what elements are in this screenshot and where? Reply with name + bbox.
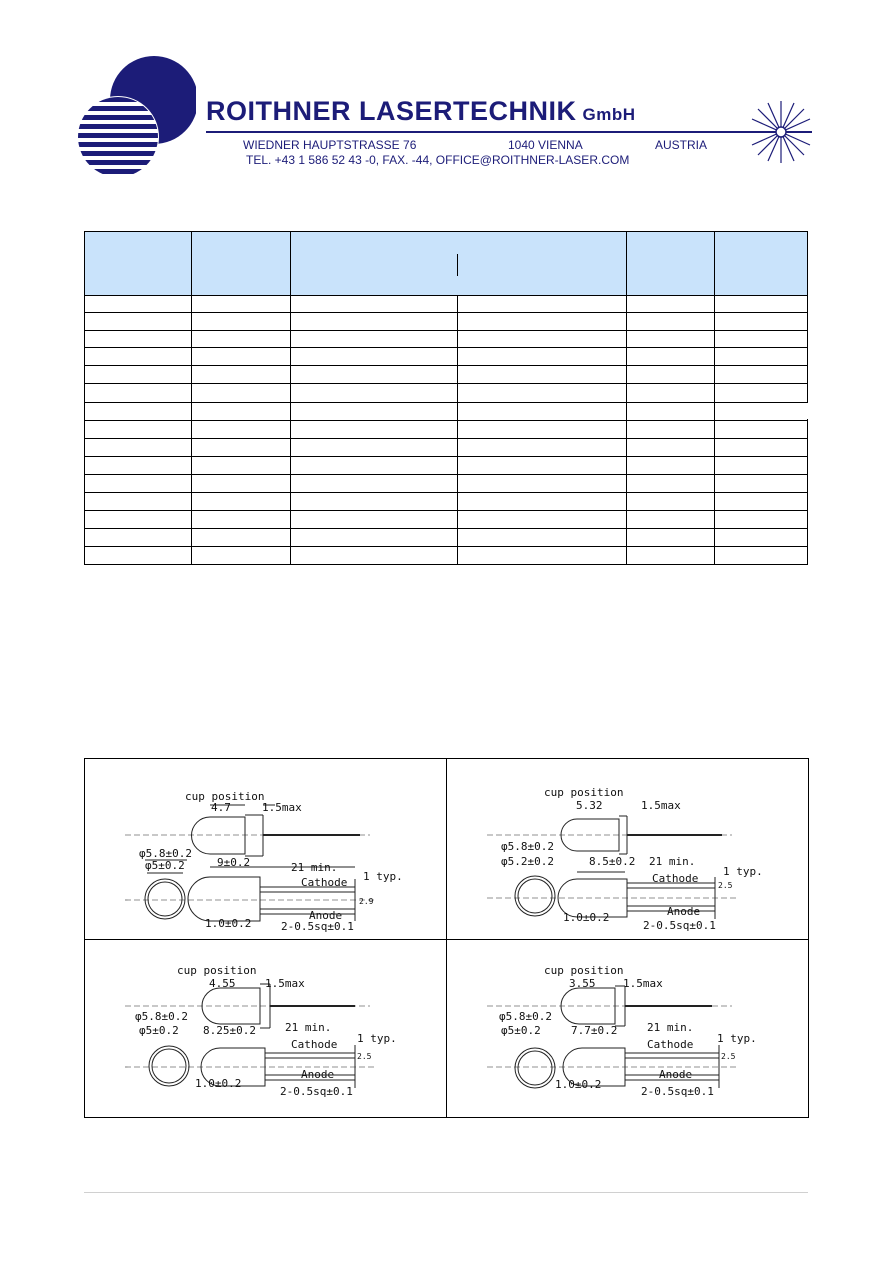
cup-position-label: cup position: [185, 790, 265, 803]
lead-pitch: 1.0±0.2: [555, 1078, 602, 1091]
cup-position-value: 4.55: [209, 977, 236, 990]
body-length: 8.25±0.2: [203, 1024, 256, 1037]
outer-diameter: φ5.8±0.2: [135, 1010, 188, 1023]
typ-dimension: 1 typ.: [723, 865, 763, 878]
merged-cell: [291, 403, 625, 419]
lead-length: 21 min.: [647, 1021, 694, 1034]
cup-position-label: cup position: [544, 964, 624, 977]
table-row: [85, 474, 807, 475]
cup-position-label: cup position: [544, 786, 624, 799]
table-row: [85, 330, 807, 331]
cathode-label: Cathode: [652, 872, 699, 885]
table-row: [85, 528, 807, 529]
inner-diameter: φ5.2±0.2: [501, 855, 554, 868]
body-length: 7.7±0.2: [571, 1024, 618, 1037]
lead-spacing: 2.5: [357, 1052, 372, 1061]
lead-pitch: 1.0±0.2: [205, 917, 252, 930]
lead-spacing: 2.5: [721, 1052, 736, 1061]
inner-diameter: φ5±0.2: [145, 859, 185, 872]
cup-position-value: 3.55: [569, 977, 596, 990]
typ-dimension: 1 typ.: [363, 870, 403, 883]
lead-size: 2-0.5sq±0.1: [280, 1085, 353, 1098]
flange-dimension: 1.5max: [623, 977, 663, 990]
anode-label: Anode: [667, 905, 701, 918]
cup-position-value: 4.7: [211, 801, 231, 814]
company-suffix: GmbH: [582, 105, 636, 124]
column-separator: [626, 232, 627, 564]
table-row: [85, 546, 807, 547]
lead-length: 21 min.: [285, 1021, 332, 1034]
typ-dimension: 1 typ.: [717, 1032, 757, 1045]
table-header: [85, 232, 807, 295]
inner-diameter: φ5±0.2: [501, 1024, 541, 1037]
cup-position-value: 5.32: [576, 799, 603, 812]
flange-dimension: 1.5max: [262, 801, 302, 814]
footer-rule: [84, 1192, 808, 1193]
cathode-label: Cathode: [301, 876, 348, 889]
anode-label: Anode: [301, 1068, 335, 1081]
table-row: [85, 383, 807, 384]
lead-size: 2-0.5sq±0.1: [643, 919, 716, 932]
table-row: [85, 365, 807, 366]
table-row: [85, 295, 807, 296]
lead-size: 2-0.5sq±0.1: [641, 1085, 714, 1098]
outer-diameter: φ5.8±0.2: [499, 1010, 552, 1023]
lead-pitch: 1.0±0.2: [563, 911, 610, 924]
address-street: WIEDNER HAUPTSTRASSE 76: [243, 138, 417, 152]
column-separator: [457, 295, 458, 564]
table-row: [85, 492, 807, 493]
table-row: [85, 420, 807, 421]
lead-pitch: 1.0±0.2: [195, 1077, 242, 1090]
drawing-panel-4: [447, 940, 808, 1119]
column-separator: [714, 232, 715, 564]
merged-cell: [715, 403, 808, 419]
lead-length: 21 min.: [649, 855, 696, 868]
cathode-label: Cathode: [647, 1038, 694, 1051]
anode-label: Anode: [659, 1068, 693, 1081]
contact-line: TEL. +43 1 586 52 43 -0, FAX. -44, OFFICE@ROITHNER-LASER.COM: [246, 153, 630, 167]
typ-dimension: 1 typ.: [357, 1032, 397, 1045]
address-city: 1040 VIENNA: [508, 138, 583, 152]
anode-label: Anode: [309, 909, 343, 922]
package-drawings: [84, 758, 809, 1118]
cathode-label: Cathode: [291, 1038, 338, 1051]
lead-spacing: 2.5: [718, 881, 733, 890]
drawing-panel-2: [447, 759, 808, 938]
outer-diameter: φ5.8±0.2: [139, 847, 192, 860]
cup-position-label: cup position: [177, 964, 257, 977]
company-logo: [76, 55, 196, 185]
laser-star-icon: [748, 99, 814, 165]
body-length: 8.5±0.2: [589, 855, 636, 868]
column-separator: [290, 232, 291, 564]
spec-table: [84, 231, 808, 565]
inner-diameter: φ5±0.2: [139, 1024, 179, 1037]
drawing-panel-1: [85, 759, 446, 938]
column-separator: [457, 254, 458, 276]
body-length: 9±0.2: [217, 856, 251, 869]
table-row: [85, 456, 807, 457]
merged-cell: [85, 403, 191, 419]
outer-diameter: φ5.8±0.2: [501, 840, 554, 853]
flange-dimension: 1.5max: [641, 799, 681, 812]
table-row: [85, 347, 807, 348]
column-separator: [191, 232, 192, 564]
flange-dimension: 1.5max: [265, 977, 305, 990]
table-row: [85, 312, 807, 313]
table-row: [85, 438, 807, 439]
lead-spacing: 2.9: [359, 897, 374, 906]
lead-length: 21 min.: [291, 861, 338, 874]
drawing-panel-3: [85, 940, 446, 1119]
table-row: [85, 510, 807, 511]
company-name: ROITHNER LASERTECHNIK GmbH: [206, 96, 636, 126]
header-rule: [206, 131, 812, 133]
lead-size: 2-0.5sq±0.1: [281, 920, 354, 933]
address-country: AUSTRIA: [655, 138, 708, 152]
